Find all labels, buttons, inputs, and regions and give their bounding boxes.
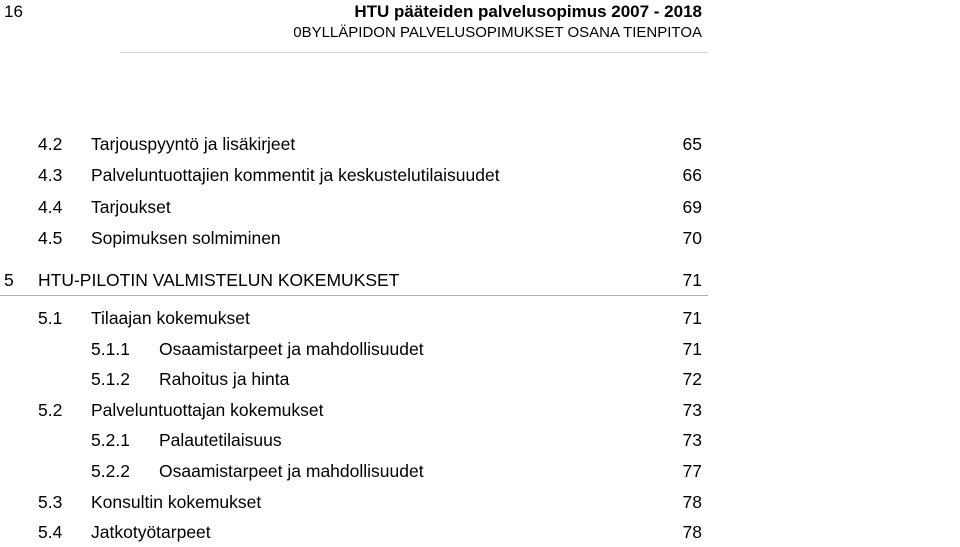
- toc-entry-4-2[interactable]: [0, 131, 708, 157]
- toc-entry-title: Jatkotyötarpeet: [91, 522, 211, 542]
- toc-entry-5-4[interactable]: [0, 519, 708, 545]
- toc-entry-4-5[interactable]: [0, 225, 708, 251]
- toc-entry-page: 69: [682, 197, 702, 217]
- toc-entry-number: 5.2.1: [91, 430, 130, 450]
- toc-entry-title: HTU-PILOTIN VALMISTELUN KOKEMUKSET: [38, 270, 400, 290]
- toc-entry-page: 71: [682, 270, 702, 290]
- toc-entry-page: 71: [682, 339, 702, 359]
- toc-entry-5-3[interactable]: [0, 489, 708, 515]
- header-subtitle: 0BYLLÄPIDON PALVELUSOPIMUKSET OSANA TIENPITOA: [293, 24, 702, 41]
- toc-entry-number: 4.3: [38, 165, 63, 185]
- toc-entry-page: 65: [682, 134, 702, 154]
- toc-entry-number: 5: [4, 270, 14, 290]
- toc-entry-5-1-1[interactable]: [0, 336, 708, 362]
- toc-entry-5-1-2[interactable]: [0, 366, 708, 392]
- toc-entry-page: 77: [682, 461, 702, 481]
- toc-entry-title: Osaamistarpeet ja mahdollisuudet: [159, 461, 424, 481]
- toc-entry-number: 4.4: [38, 197, 63, 217]
- toc-entry-number: 5.2: [38, 400, 63, 420]
- toc-entry-title: Palautetilaisuus: [159, 430, 282, 450]
- toc-entry-title: Konsultin kokemukset: [91, 492, 262, 512]
- toc-entry-title: Tarjouspyyntö ja lisäkirjeet: [91, 134, 296, 154]
- toc-entry-title: Sopimuksen solmiminen: [91, 228, 281, 248]
- toc-entry-title: Palveluntuottajan kokemukset: [91, 400, 324, 420]
- toc-entry-number: 5.2.2: [91, 461, 130, 481]
- toc-entry-5[interactable]: [0, 267, 708, 293]
- toc-entry-number: 5.3: [38, 492, 63, 512]
- toc-entry-page: 73: [682, 430, 702, 450]
- toc-entry-title: Osaamistarpeet ja mahdollisuudet: [159, 339, 424, 359]
- toc-entry-5-2[interactable]: [0, 397, 708, 423]
- toc-entry-4-3[interactable]: [0, 162, 708, 188]
- toc-entry-page: 71: [682, 308, 702, 328]
- toc-entry-number: 5.4: [38, 522, 63, 542]
- toc-entry-page: 73: [682, 400, 702, 420]
- toc-entry-number: 5.1: [38, 308, 63, 328]
- toc-entry-number: 5.1.2: [91, 369, 130, 389]
- toc-entry-4-4[interactable]: [0, 194, 708, 220]
- toc-entry-5-1[interactable]: [0, 305, 708, 331]
- toc-entry-page: 72: [682, 369, 702, 389]
- toc-entry-number: 4.5: [38, 228, 63, 248]
- toc-entry-5-2-2[interactable]: [0, 458, 708, 484]
- header-title: HTU pääteiden palvelusopimus 2007 - 2018: [354, 2, 702, 21]
- toc-entry-5-2-1[interactable]: [0, 427, 708, 453]
- toc-entry-number: 4.2: [38, 134, 63, 154]
- toc-entry-title: Tilaajan kokemukset: [91, 308, 250, 328]
- page-number: 16: [4, 2, 23, 21]
- toc-entry-page: 66: [682, 165, 702, 185]
- toc-entry-number: 5.1.1: [91, 339, 130, 359]
- toc-entry-title: Rahoitus ja hinta: [159, 369, 290, 389]
- toc-entry-page: 78: [682, 492, 702, 512]
- toc-entry-page: 78: [682, 522, 702, 542]
- toc-entry-page: 70: [682, 228, 702, 248]
- toc-entry-title: Tarjoukset: [91, 197, 171, 217]
- toc-entry-title: Palveluntuottajien kommentit ja keskustelutilaisuudet: [91, 165, 500, 185]
